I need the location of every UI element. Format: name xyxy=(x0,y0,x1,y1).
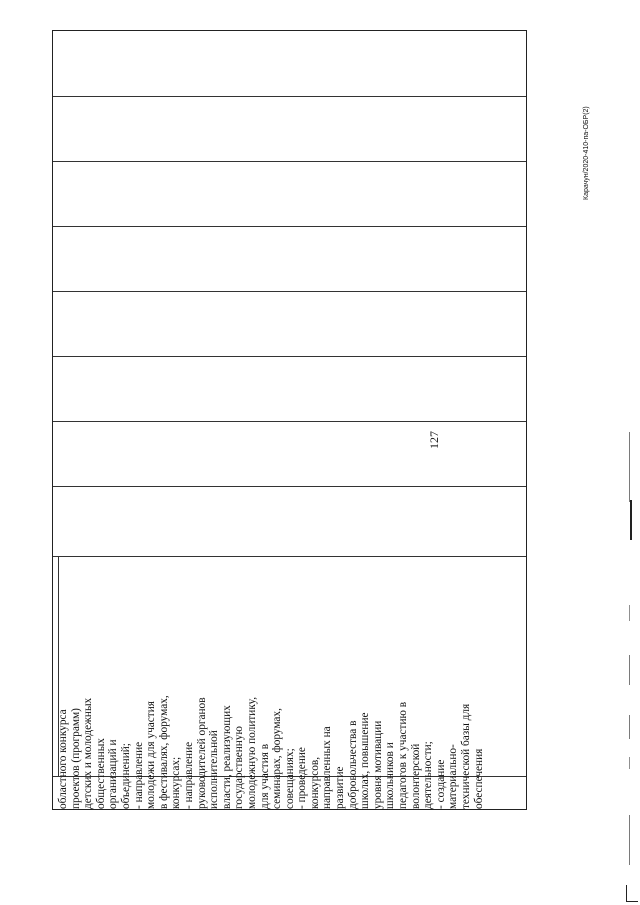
cell-text-line: уровня мотивации xyxy=(371,720,384,809)
scan-edge-mark xyxy=(629,815,630,865)
cell-text-line: материально- xyxy=(447,744,460,809)
cell-text-line: конкурсов, xyxy=(308,756,321,809)
cell-text-line: детских и молодежных xyxy=(82,697,95,809)
cell-text-line: деятельности; xyxy=(422,741,435,809)
page-number: 127 xyxy=(427,431,441,449)
cell-text-line: обеспечения xyxy=(472,748,485,809)
cell-text-line: - направление xyxy=(132,741,145,809)
cell-text-line: исполнительной xyxy=(208,730,221,809)
scan-corner-mark xyxy=(626,885,627,902)
cell-text-line: - направление xyxy=(182,741,195,809)
document-code: Карачун/2020-410-па-ОБР(2) xyxy=(583,106,590,200)
cell-text-line: организаций и xyxy=(107,739,120,809)
cell-text-line: педагогов к участию в xyxy=(397,701,410,809)
cell-text-line: - создание xyxy=(434,759,447,809)
cell-text-line: государственную xyxy=(233,726,246,809)
document-table xyxy=(52,30,527,810)
cell-text-line: семинарах, форумах, xyxy=(271,708,284,809)
scan-corner-mark xyxy=(626,901,638,902)
activity-description-cell xyxy=(57,74,485,809)
scan-edge-mark xyxy=(629,655,630,685)
cell-text-line: общественных xyxy=(94,738,107,809)
scan-edge-mark xyxy=(630,500,632,540)
cell-text-line: власти, реализующих xyxy=(220,705,233,809)
cell-text-line: технической базы для xyxy=(460,703,472,809)
scan-edge-mark xyxy=(629,757,630,769)
cell-text-line: объединений; xyxy=(119,743,132,809)
cell-text-line: в фестивалях, форумах, xyxy=(157,695,170,809)
scan-edge-mark xyxy=(629,605,630,621)
cell-text-line: молодежи для участия xyxy=(145,701,158,809)
cell-text-line: проектов (программ) xyxy=(69,708,82,809)
scan-edge-mark xyxy=(629,432,630,502)
cell-text-line: для участия в xyxy=(258,743,271,809)
cell-text-line: конкурсах; xyxy=(170,756,183,809)
scan-edge-mark xyxy=(629,715,630,739)
cell-text-line: направленных на xyxy=(321,726,334,809)
cell-text-line: школах, повышение xyxy=(359,712,372,809)
cell-text-line: совещаниях; xyxy=(283,748,296,809)
cell-text-line: школьников и xyxy=(384,742,397,809)
cell-text-line: развитие xyxy=(334,766,347,809)
cell-text-line: молодежную политику, xyxy=(245,696,258,809)
cell-text-line: руководителей органов xyxy=(195,697,208,809)
cell-text-line: волонтерской xyxy=(409,743,422,809)
cell-text-line: добровольчества в xyxy=(346,720,359,809)
cell-text-line: областного конкурса xyxy=(57,709,69,809)
cell-text-line: - проведение xyxy=(296,747,309,809)
